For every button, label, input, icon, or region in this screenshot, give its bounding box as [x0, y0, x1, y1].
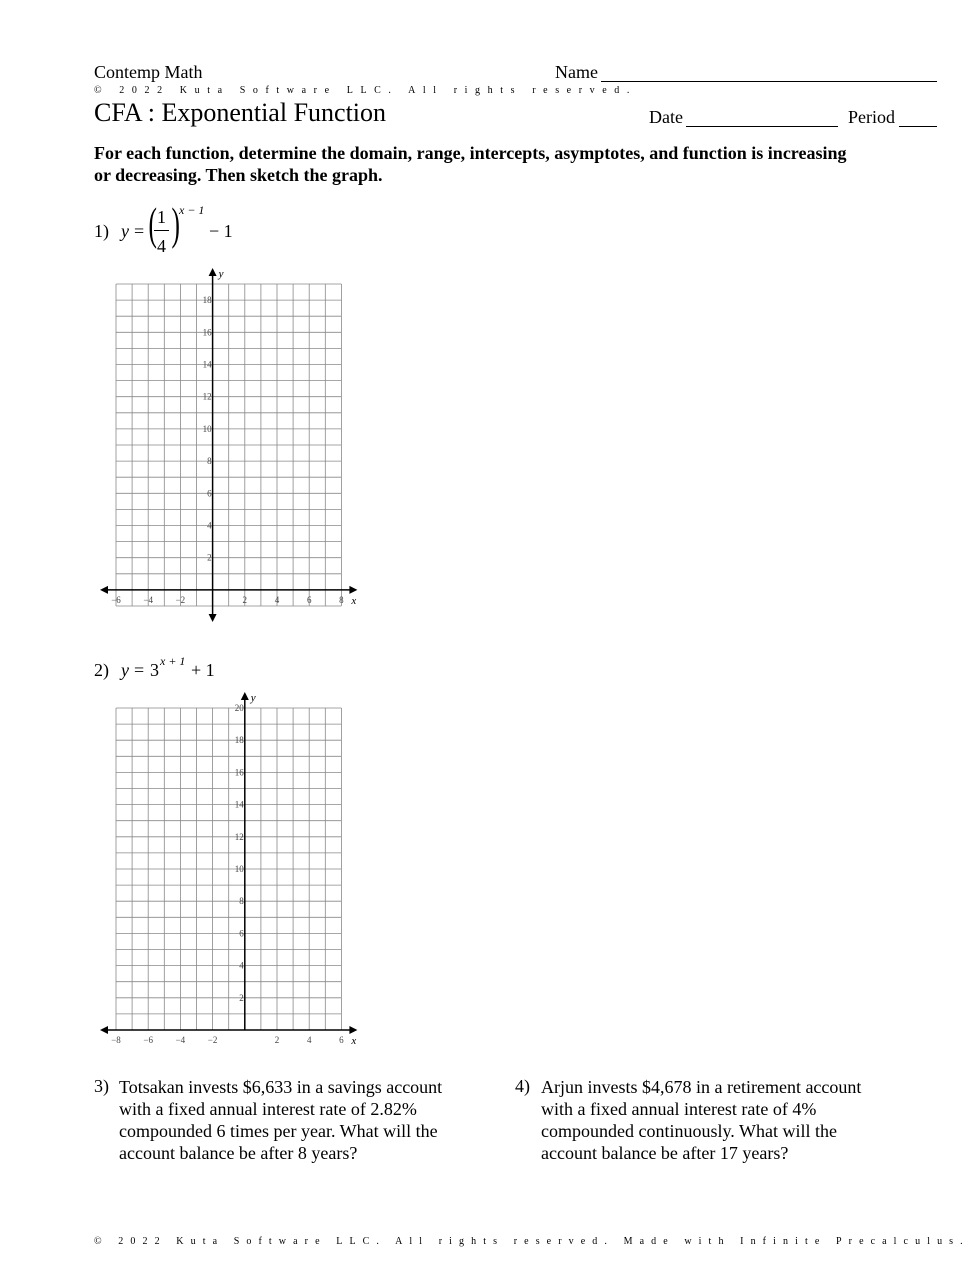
problem-1-tail: − 1	[209, 221, 233, 241]
y-tick-label: 2	[207, 552, 212, 563]
graph-2[interactable]	[95, 686, 365, 1051]
problem-4-text: Arjun invests $4,678 in a retirement account with a fixed annual interest rate of 4% compounded continuously. What will the account balance be after 17 years?	[541, 1077, 862, 1163]
y-axis-down-arrow-icon	[209, 614, 217, 622]
problem-2-tail: + 1	[191, 660, 215, 680]
instructions: For each function, determine the domain, range, intercepts, asymptotes, and function is increasing or decreasing. Then sketch the graph.	[94, 143, 847, 185]
y-tick-label: 6	[239, 928, 244, 939]
problem-3-text: Totsakan invests $6,633 in a savings account with a fixed annual interest rate of 2.82% compounded 6 times per year. What will the account balance be after 8 years?	[119, 1077, 443, 1163]
date-label: Date	[649, 107, 683, 127]
x-tick-label: 2	[242, 594, 248, 605]
problem-3-number: 3)	[94, 1076, 109, 1096]
x-tick-label: 4	[274, 594, 280, 605]
date-field[interactable]	[686, 126, 838, 127]
name-label: Name	[555, 62, 598, 82]
x-axis-label: x	[351, 594, 357, 607]
x-axis-right-arrow-icon	[349, 586, 357, 594]
x-tick-label: 6	[339, 1035, 344, 1045]
x-axis-label: x	[351, 1035, 357, 1047]
y-tick-label: 8	[239, 896, 244, 907]
problem-2-equals: =	[134, 660, 145, 680]
x-tick-label: −2	[207, 1035, 218, 1045]
x-tick-label: 2	[274, 1035, 280, 1045]
x-tick-label: −6	[143, 1035, 153, 1045]
problem-1-right-paren: )	[171, 198, 180, 249]
x-tick-label: 8	[339, 594, 344, 605]
problem-2-base: 3	[150, 660, 159, 680]
x-tick-label: −6	[111, 594, 121, 605]
problem-1-number: 1)	[94, 221, 109, 241]
graph-1-grid	[116, 284, 341, 606]
graph-2-grid	[116, 708, 341, 1030]
y-tick-label: 4	[207, 520, 212, 531]
y-tick-label: 2	[239, 992, 244, 1003]
copyright-top: © 2022 Kuta Software LLC. All rights reserved.	[94, 85, 637, 96]
footer-copyright: © 2022 Kuta Software LLC. All rights reserved. Made with Infinite Precalculus.	[94, 1236, 970, 1247]
y-tick-label: 16	[202, 327, 212, 338]
graph-1[interactable]	[95, 262, 365, 627]
y-tick-label: 18	[202, 295, 212, 306]
y-tick-label: 20	[234, 703, 244, 713]
y-tick-label: 14	[202, 359, 212, 370]
problem-1-fraction-bar	[154, 230, 169, 231]
problem-2-number: 2)	[94, 660, 109, 680]
x-tick-label: −4	[143, 594, 153, 605]
y-tick-label: 10	[234, 864, 244, 874]
y-tick-label: 10	[202, 423, 212, 434]
y-tick-label: 14	[234, 799, 244, 810]
y-tick-label: 6	[207, 488, 212, 499]
x-axis-right-arrow-icon	[349, 1026, 357, 1034]
y-tick-label: 12	[234, 831, 244, 842]
problem-1-exponent: x − 1	[179, 203, 205, 217]
y-tick-label: 16	[234, 767, 244, 778]
x-tick-label: 4	[306, 1035, 312, 1045]
y-axis-up-arrow-icon	[209, 268, 217, 276]
y-axis-label: y	[250, 692, 256, 704]
problem-1-denominator: 4	[157, 236, 166, 256]
x-tick-label: −4	[175, 1035, 186, 1045]
problem-1-numerator: 1	[157, 207, 166, 227]
problem-4-number: 4)	[515, 1076, 530, 1096]
name-field[interactable]	[601, 81, 937, 82]
x-axis-left-arrow-icon	[100, 1026, 108, 1034]
problem-1-y: y	[121, 221, 129, 241]
y-tick-label: 8	[207, 456, 212, 467]
x-tick-label: 6	[306, 594, 312, 605]
problem-1-left-paren: (	[148, 198, 157, 249]
problem-2-y: y	[121, 660, 129, 680]
course-name: Contemp Math	[94, 62, 203, 82]
y-axis-up-arrow-icon	[241, 692, 249, 700]
problem-1-equals: =	[134, 221, 145, 241]
worksheet-title: CFA : Exponential Function	[94, 98, 387, 127]
period-label: Period	[848, 107, 895, 127]
y-axis-label: y	[218, 268, 224, 280]
x-tick-label: −8	[111, 1035, 121, 1045]
y-tick-label: 4	[239, 960, 244, 971]
period-field[interactable]	[899, 126, 937, 127]
y-tick-label: 12	[202, 391, 212, 402]
x-tick-label: −2	[175, 594, 186, 605]
x-axis-left-arrow-icon	[100, 586, 108, 594]
problem-2-exponent: x + 1	[160, 654, 186, 668]
y-tick-label: 18	[234, 735, 244, 746]
